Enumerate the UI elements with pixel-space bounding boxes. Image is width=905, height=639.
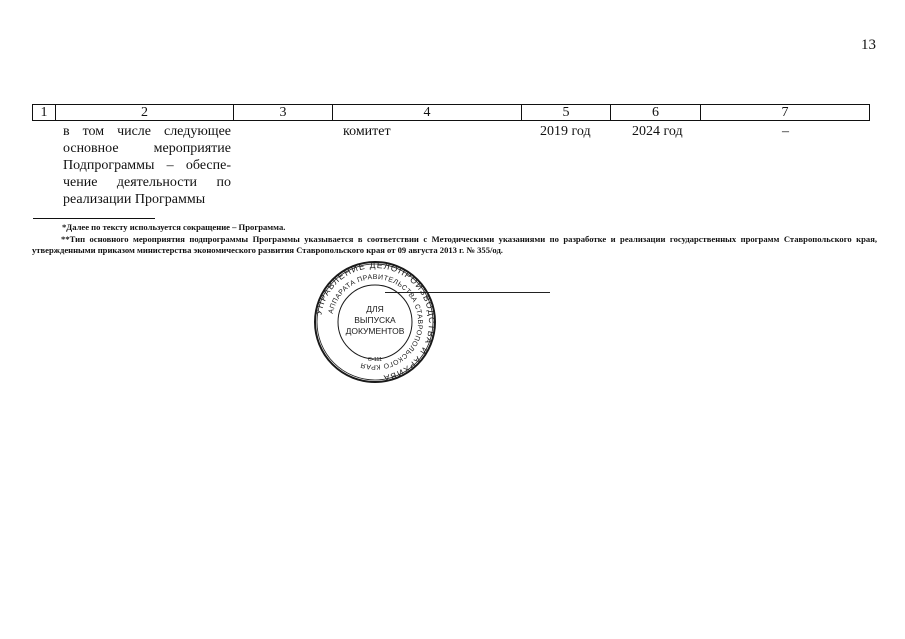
column-header-3: 3 bbox=[234, 105, 333, 120]
stamp-center-line-2: ВЫПУСКА bbox=[354, 315, 396, 325]
stamp-center-line-3: ДОКУМЕНТОВ bbox=[345, 326, 405, 336]
stamp-inner-text: АППАРАТА ПРАВИТЕЛЬСТВА СТАВРОПОЛЬСКОГО КРАЯ bbox=[327, 273, 424, 371]
column-header-7: 7 bbox=[781, 105, 789, 120]
official-seal-stamp bbox=[313, 260, 437, 384]
executor-cell: комитет bbox=[343, 124, 391, 139]
end-year-cell: 2024 год bbox=[632, 124, 683, 139]
result-cell: – bbox=[782, 124, 789, 139]
start-year-cell: 2019 год bbox=[540, 124, 591, 139]
column-header-4: 4 bbox=[333, 105, 522, 120]
activity-description: в том числе следующее основное мероприятие Подпрограммы – обеспе-чение деятельности по реализации Программы bbox=[63, 124, 231, 207]
stamp-outer-text: УПРАВЛЕНИЕ ДЕЛОПРОИЗВОДСТВА И АРХИВА bbox=[313, 260, 437, 384]
column-header-5: 5 bbox=[522, 105, 611, 120]
footnote-1: *Далее по тексту используется сокращение – Программа. bbox=[62, 222, 286, 232]
stamp-number: С-111 bbox=[367, 357, 383, 363]
footnote-divider bbox=[33, 218, 155, 219]
column-header-6: 6 bbox=[611, 105, 701, 120]
page-number: 13 bbox=[861, 37, 876, 53]
stamp-center-line-1: ДЛЯ bbox=[366, 304, 384, 314]
table-header-row bbox=[32, 104, 870, 121]
footnote-2: **Тип основного мероприятия подпрограммы Программы указывается в соответствии с Методическими указаниями по разработке и реализации государственных программ Ставропольского края, утвержденными приказом министерства экономического развития Ставропольского края от 09 августа 2013 г. № 355/од. bbox=[32, 234, 877, 255]
column-header-1: 1 bbox=[33, 105, 56, 120]
column-header-2: 2 bbox=[56, 105, 234, 120]
